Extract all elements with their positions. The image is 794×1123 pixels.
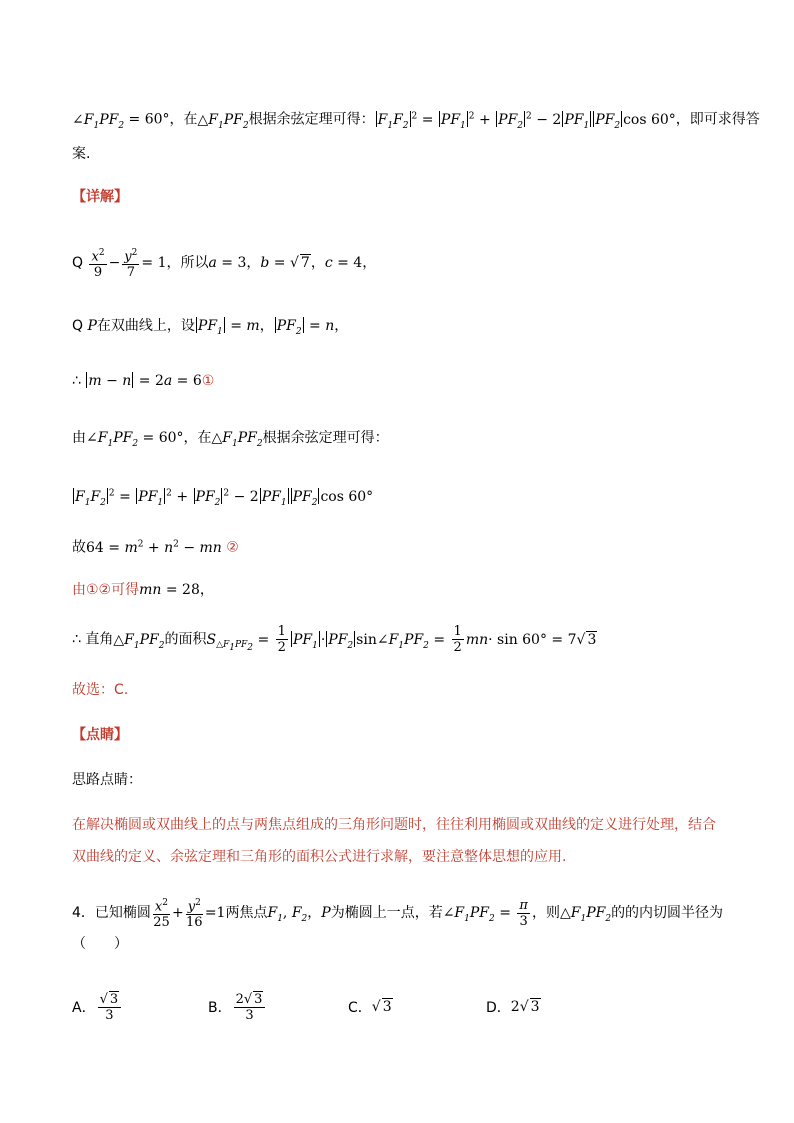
- option-d[interactable]: D． 2√ 3: [486, 999, 540, 1016]
- detail-header: 【详解】: [72, 189, 128, 205]
- cosine-law-line: $F_1F_2^2 = PF_1^2 + PF_2^2 - 2$ $PF_1$ $PF_2$ cos 60°: [75, 488, 374, 508]
- area-line: ∴ 直角$\triangle F_1PF_2$的面积$S_{\triangle F_1PF_2}$ = $\frac{1}{2}$ $PF_1 \cdot PF_2$ $\sin\angle F_1PF_2$ = $\frac{1}{2}$ mn· sin 60° = 7√ 3: [72, 624, 597, 655]
- comment-header: 【点睛】: [72, 727, 128, 743]
- point-line: Q P在双曲线上，设 $PF_1 = m$， $PF_2 = n$，: [72, 318, 349, 337]
- question-4: 4．已知椭圆 $\frac{x^2}{25}$ + $\frac{y^2}{16}$ =1两焦点$F_1$, $F_2$，P为椭圆上一点，若$\angle F_1PF_2$ = $\frac{\pi}{3}$ ，则$\triangle F_1PF_2$的的内切圆半径为: [72, 897, 724, 931]
- intro-line-continued: 案.: [72, 146, 91, 162]
- answer-options: [72, 985, 752, 1035]
- combine-line: 由①②可得mn = 28，: [72, 582, 214, 598]
- intro-line: $\angle F_1PF_2 = 60^\circ$，在$\triangle F_1PF_2$根据余弦定理可得： $F_1F_2^2 = PF_1^2 + PF_2^2 - 2$ $PF_1$ $PF_2$ cos 60°，即可求得答: [72, 111, 760, 131]
- hyperbola-line: Q $\frac{x^2}{9}$ − $\frac{y^2}{7}$ = 1，所以a = 3，b = √ 7，c = 4，: [72, 248, 377, 281]
- answer-line: 故选：C.: [72, 682, 129, 698]
- option-b[interactable]: B． $\frac{2√ 3}{3}$: [208, 985, 267, 1029]
- option-c[interactable]: C． √ 3: [348, 999, 392, 1016]
- option-a[interactable]: A． $\frac{√ 3}{3}$: [72, 985, 123, 1029]
- idea-line-2: 双曲线的定义、余弦定理和三角形的面积公式进行求解，要注意整体思想的应用.: [72, 849, 567, 865]
- equation-two-line: 故$64 = m^2 + n^2$ − mn ②: [72, 539, 239, 556]
- idea-line-1: 在解决椭圆或双曲线上的点与两焦点组成的三角形问题时，往往利用椭圆或双曲线的定义进行处理，结合: [72, 817, 716, 833]
- m-n-line: ∴ m − n = 2a = 6①: [72, 373, 215, 389]
- idea-title: 思路点睛：: [72, 772, 142, 788]
- by-angle-line: 由$\angle F_1PF_2 = 60^\circ$，在$\triangle F_1PF_2$根据余弦定理可得：: [72, 430, 389, 449]
- question-4-paren: （ ）: [72, 936, 128, 952]
